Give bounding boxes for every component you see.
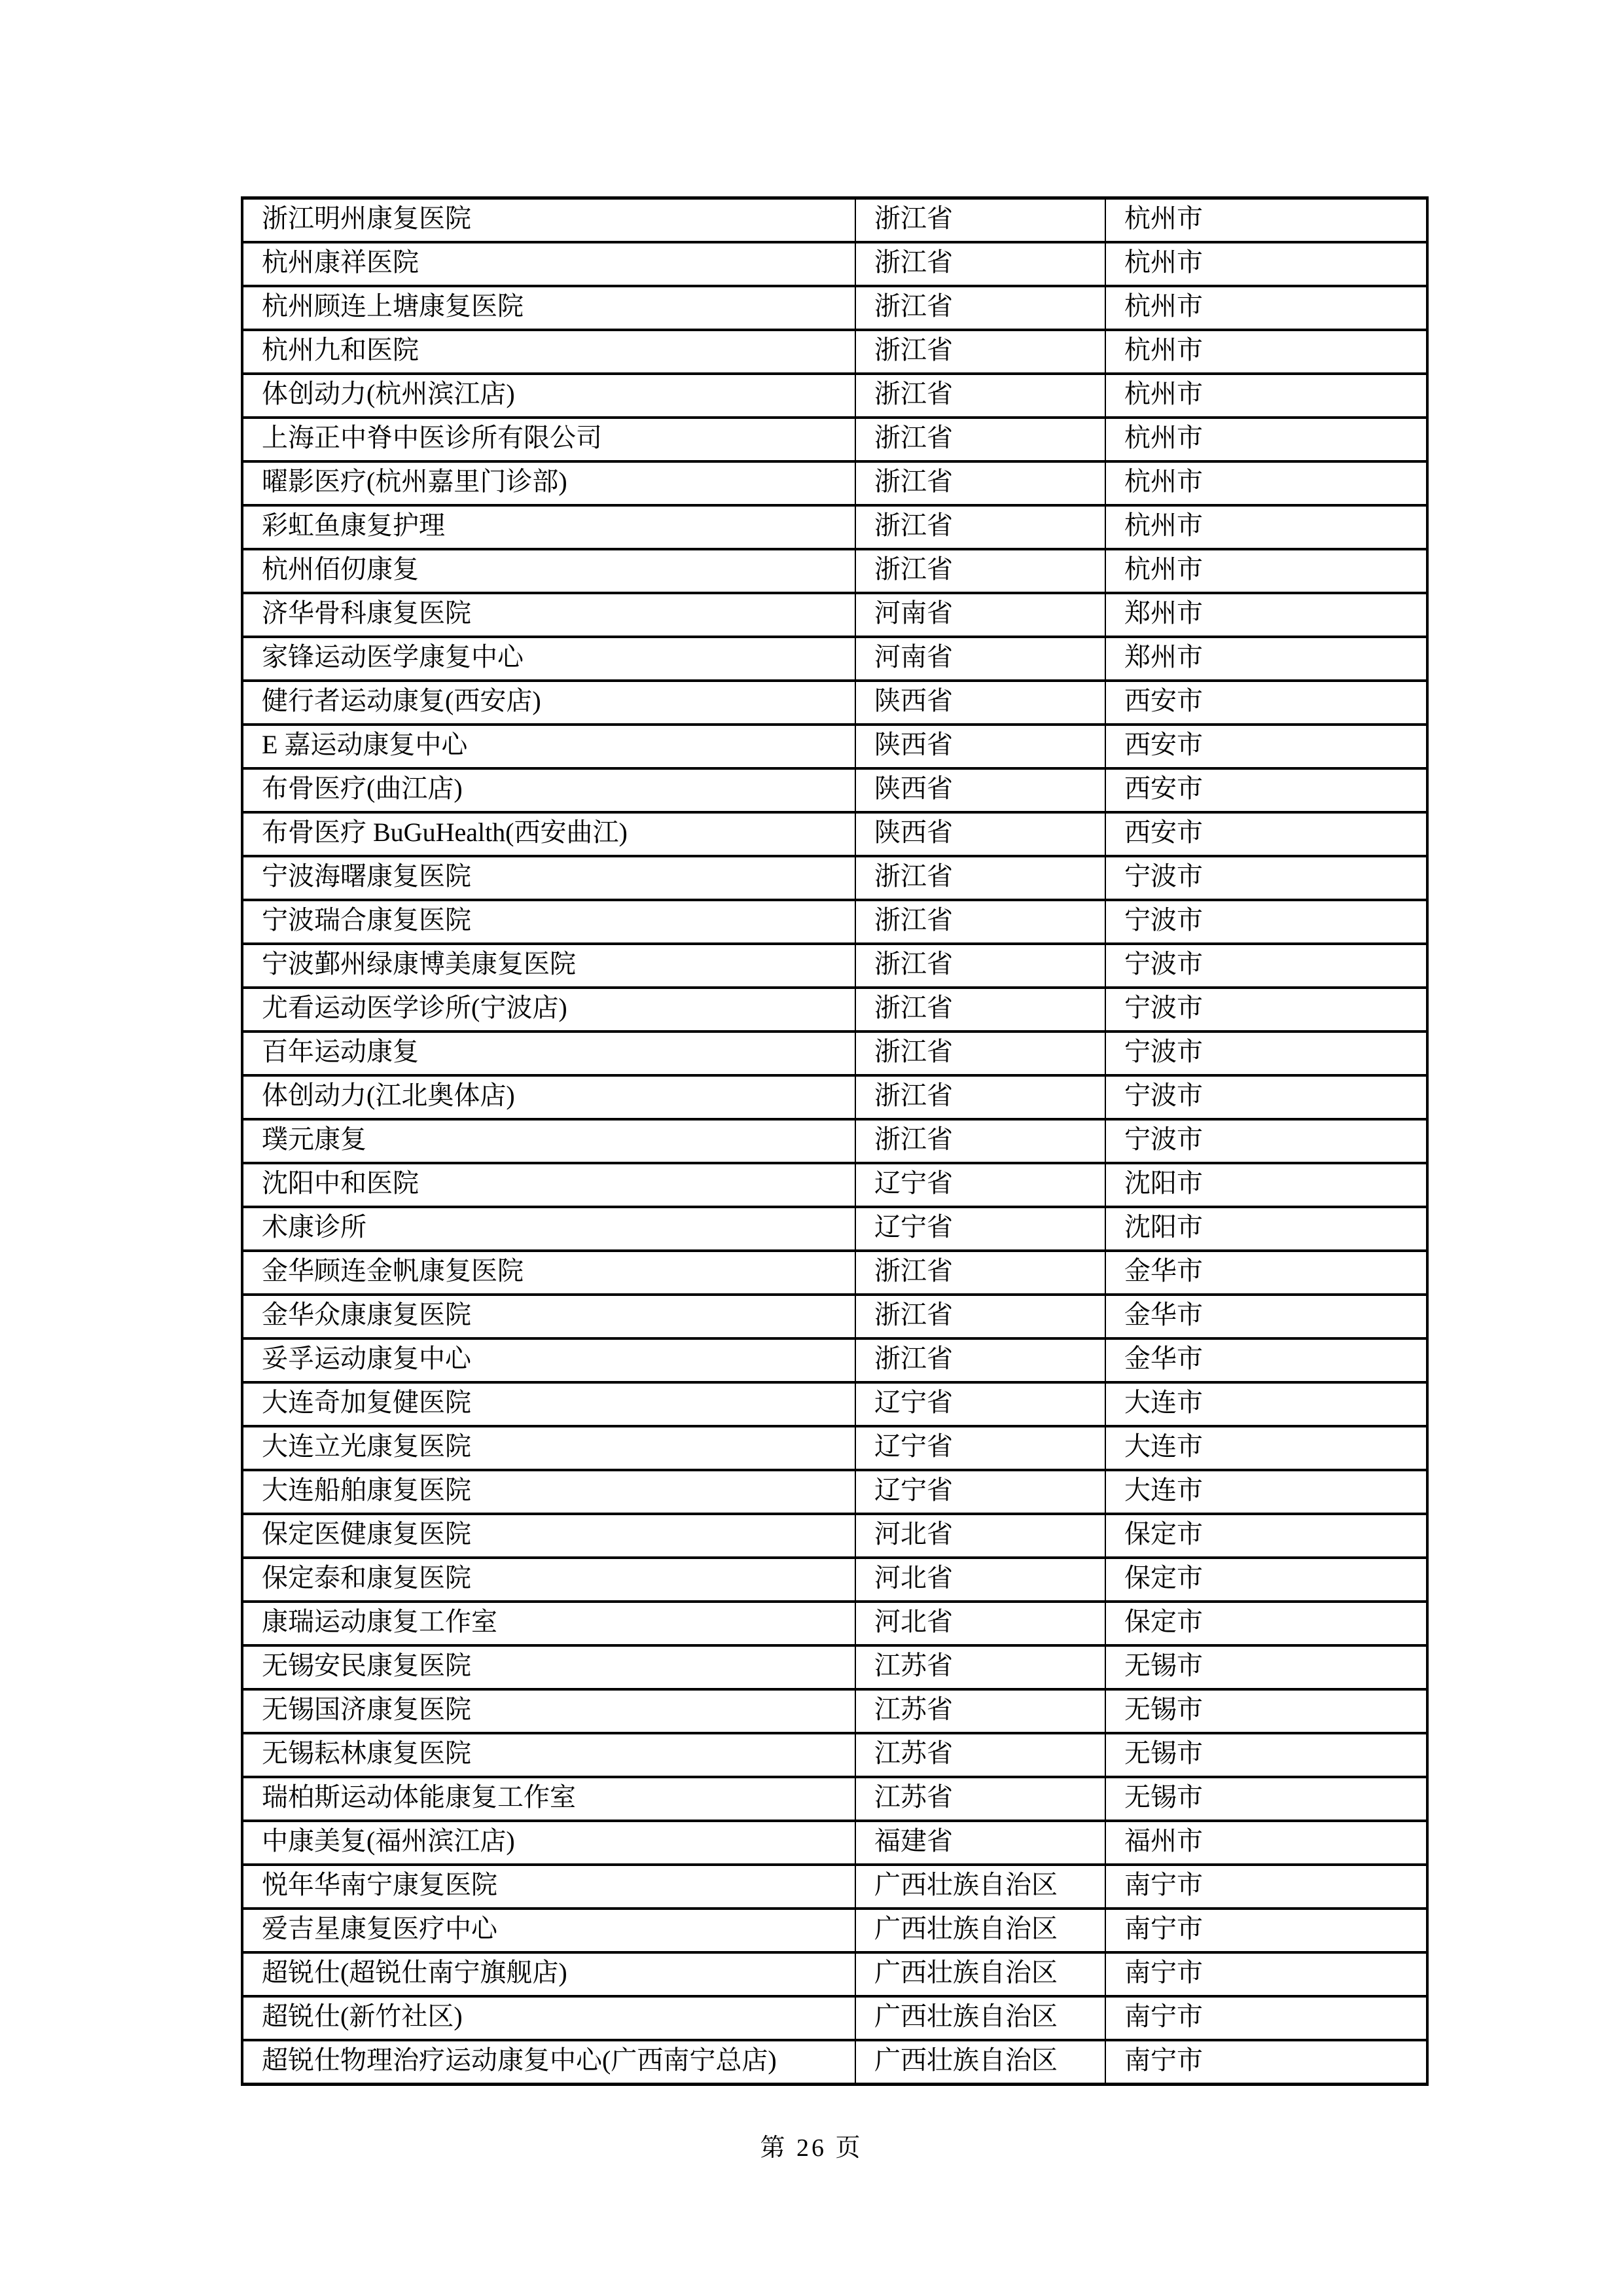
province-cell: 浙江省 (855, 330, 1105, 374)
province-cell: 江苏省 (855, 1733, 1105, 1777)
city-cell: 宁波市 (1105, 944, 1427, 988)
table-row (243, 1909, 1427, 1952)
city-cell: 杭州市 (1105, 242, 1427, 286)
facility-name-cell: 璞元康复 (243, 1119, 855, 1163)
province-cell: 浙江省 (855, 944, 1105, 988)
city-cell: 宁波市 (1105, 1031, 1427, 1075)
facility-name-cell: 彩虹鱼康复护理 (243, 505, 855, 549)
table-row (243, 374, 1427, 418)
table-row (243, 856, 1427, 900)
province-cell: 浙江省 (855, 374, 1105, 418)
table-row (243, 286, 1427, 330)
table-row (243, 1996, 1427, 2040)
table-row (243, 1338, 1427, 1382)
province-cell: 江苏省 (855, 1689, 1105, 1733)
facility-name-cell: 尤看运动医学诊所(宁波店) (243, 988, 855, 1031)
province-cell: 江苏省 (855, 1777, 1105, 1821)
city-cell: 金华市 (1105, 1295, 1427, 1338)
facility-name-cell: 中康美复(福州滨江店) (243, 1821, 855, 1865)
facility-name-cell: 布骨医疗 BuGuHealth(西安曲江) (243, 812, 855, 856)
facility-name-cell: 布骨医疗(曲江店) (243, 768, 855, 812)
city-cell: 郑州市 (1105, 593, 1427, 637)
province-cell: 辽宁省 (855, 1207, 1105, 1251)
province-cell: 浙江省 (855, 198, 1105, 242)
province-cell: 辽宁省 (855, 1426, 1105, 1470)
city-cell: 郑州市 (1105, 637, 1427, 681)
city-cell: 大连市 (1105, 1382, 1427, 1426)
province-cell: 河北省 (855, 1602, 1105, 1645)
table-row (243, 418, 1427, 461)
facility-name-cell: 上海正中脊中医诊所有限公司 (243, 418, 855, 461)
facility-name-cell: 金华众康康复医院 (243, 1295, 855, 1338)
table-row (243, 1952, 1427, 1996)
facility-name-cell: 无锡耘林康复医院 (243, 1733, 855, 1777)
province-cell: 浙江省 (855, 1251, 1105, 1295)
table-row (243, 198, 1427, 242)
facility-name-cell: 超锐仕(超锐仕南宁旗舰店) (243, 1952, 855, 1996)
table-row (243, 330, 1427, 374)
table-row (243, 505, 1427, 549)
table-row (243, 1251, 1427, 1295)
province-cell: 福建省 (855, 1821, 1105, 1865)
facility-name-cell: 术康诊所 (243, 1207, 855, 1251)
table-row (243, 1602, 1427, 1645)
city-cell: 金华市 (1105, 1251, 1427, 1295)
facility-name-cell: 健行者运动康复(西安店) (243, 681, 855, 725)
city-cell: 南宁市 (1105, 1996, 1427, 2040)
city-cell: 无锡市 (1105, 1777, 1427, 1821)
province-cell: 河南省 (855, 637, 1105, 681)
province-cell: 江苏省 (855, 1645, 1105, 1689)
table-row (243, 1382, 1427, 1426)
table-row (243, 1426, 1427, 1470)
facility-name-cell: 沈阳中和医院 (243, 1163, 855, 1207)
table-row (243, 1821, 1427, 1865)
province-cell: 河南省 (855, 593, 1105, 637)
city-cell: 南宁市 (1105, 1909, 1427, 1952)
table-row (243, 549, 1427, 593)
city-cell: 西安市 (1105, 725, 1427, 768)
province-cell: 陕西省 (855, 812, 1105, 856)
facility-name-cell: 浙江明州康复医院 (243, 198, 855, 242)
province-cell: 浙江省 (855, 1075, 1105, 1119)
facility-name-cell: 超锐仕物理治疗运动康复中心(广西南宁总店) (243, 2040, 855, 2084)
province-cell: 浙江省 (855, 1119, 1105, 1163)
province-cell: 陕西省 (855, 768, 1105, 812)
city-cell: 福州市 (1105, 1821, 1427, 1865)
facility-name-cell: 杭州康祥医院 (243, 242, 855, 286)
facility-table-body (243, 198, 1427, 2084)
city-cell: 西安市 (1105, 768, 1427, 812)
city-cell: 南宁市 (1105, 1865, 1427, 1909)
facility-name-cell: E 嘉运动康复中心 (243, 725, 855, 768)
city-cell: 大连市 (1105, 1426, 1427, 1470)
table-row (243, 2040, 1427, 2084)
city-cell: 杭州市 (1105, 286, 1427, 330)
province-cell: 浙江省 (855, 988, 1105, 1031)
facility-name-cell: 体创动力(杭州滨江店) (243, 374, 855, 418)
city-cell: 金华市 (1105, 1338, 1427, 1382)
facility-name-cell: 杭州顾连上塘康复医院 (243, 286, 855, 330)
city-cell: 宁波市 (1105, 988, 1427, 1031)
province-cell: 辽宁省 (855, 1163, 1105, 1207)
facility-name-cell: 宁波瑞合康复医院 (243, 900, 855, 944)
table-row (243, 900, 1427, 944)
facility-name-cell: 杭州九和医院 (243, 330, 855, 374)
province-cell: 广西壮族自治区 (855, 1865, 1105, 1909)
province-cell: 浙江省 (855, 418, 1105, 461)
table-row (243, 1295, 1427, 1338)
city-cell: 杭州市 (1105, 198, 1427, 242)
province-cell: 浙江省 (855, 286, 1105, 330)
page-number-footer: 第 26 页 (760, 2134, 863, 2162)
facility-name-cell: 无锡安民康复医院 (243, 1645, 855, 1689)
province-cell: 广西壮族自治区 (855, 2040, 1105, 2084)
facility-name-cell: 保定泰和康复医院 (243, 1558, 855, 1602)
city-cell: 宁波市 (1105, 900, 1427, 944)
city-cell: 杭州市 (1105, 505, 1427, 549)
city-cell: 无锡市 (1105, 1645, 1427, 1689)
facility-name-cell: 康瑞运动康复工作室 (243, 1602, 855, 1645)
table-row (243, 637, 1427, 681)
city-cell: 西安市 (1105, 812, 1427, 856)
table-row (243, 944, 1427, 988)
province-cell: 陕西省 (855, 725, 1105, 768)
facility-name-cell: 悦年华南宁康复医院 (243, 1865, 855, 1909)
table-row (243, 725, 1427, 768)
facility-name-cell: 瑞柏斯运动体能康复工作室 (243, 1777, 855, 1821)
facility-name-cell: 金华顾连金帆康复医院 (243, 1251, 855, 1295)
province-cell: 河北省 (855, 1514, 1105, 1558)
city-cell: 南宁市 (1105, 1952, 1427, 1996)
city-cell: 杭州市 (1105, 418, 1427, 461)
facility-name-cell: 杭州佰仞康复 (243, 549, 855, 593)
facility-name-cell: 大连立光康复医院 (243, 1426, 855, 1470)
city-cell: 沈阳市 (1105, 1163, 1427, 1207)
province-cell: 浙江省 (855, 461, 1105, 505)
city-cell: 杭州市 (1105, 330, 1427, 374)
facility-name-cell: 超锐仕(新竹社区) (243, 1996, 855, 2040)
province-cell: 河北省 (855, 1558, 1105, 1602)
province-cell: 广西壮族自治区 (855, 1952, 1105, 1996)
table-row (243, 461, 1427, 505)
city-cell: 杭州市 (1105, 549, 1427, 593)
city-cell: 保定市 (1105, 1602, 1427, 1645)
facility-name-cell: 宁波海曙康复医院 (243, 856, 855, 900)
city-cell: 大连市 (1105, 1470, 1427, 1514)
facility-name-cell: 爱吉星康复医疗中心 (243, 1909, 855, 1952)
city-cell: 杭州市 (1105, 374, 1427, 418)
table-row (243, 1075, 1427, 1119)
province-cell: 辽宁省 (855, 1470, 1105, 1514)
facility-name-cell: 大连奇加复健医院 (243, 1382, 855, 1426)
facility-name-cell: 大连船舶康复医院 (243, 1470, 855, 1514)
facility-name-cell: 济华骨科康复医院 (243, 593, 855, 637)
table-row (243, 1689, 1427, 1733)
city-cell: 西安市 (1105, 681, 1427, 725)
facility-name-cell: 家锋运动医学康复中心 (243, 637, 855, 681)
table-row (243, 988, 1427, 1031)
province-cell: 辽宁省 (855, 1382, 1105, 1426)
facility-name-cell: 无锡国济康复医院 (243, 1689, 855, 1733)
city-cell: 宁波市 (1105, 856, 1427, 900)
province-cell: 广西壮族自治区 (855, 1996, 1105, 2040)
city-cell: 宁波市 (1105, 1075, 1427, 1119)
city-cell: 无锡市 (1105, 1733, 1427, 1777)
facility-name-cell: 保定医健康复医院 (243, 1514, 855, 1558)
province-cell: 浙江省 (855, 242, 1105, 286)
city-cell: 保定市 (1105, 1558, 1427, 1602)
province-cell: 浙江省 (855, 856, 1105, 900)
province-cell: 浙江省 (855, 505, 1105, 549)
city-cell: 沈阳市 (1105, 1207, 1427, 1251)
facility-name-cell: 宁波鄞州绿康博美康复医院 (243, 944, 855, 988)
table-row (243, 1207, 1427, 1251)
table-row (243, 1031, 1427, 1075)
city-cell: 保定市 (1105, 1514, 1427, 1558)
province-cell: 浙江省 (855, 900, 1105, 944)
table-row (243, 593, 1427, 637)
city-cell: 宁波市 (1105, 1119, 1427, 1163)
table-row (243, 1865, 1427, 1909)
table-row (243, 1645, 1427, 1689)
province-cell: 陕西省 (855, 681, 1105, 725)
table-row (243, 1470, 1427, 1514)
city-cell: 无锡市 (1105, 1689, 1427, 1733)
province-cell: 浙江省 (855, 1295, 1105, 1338)
table-row (243, 768, 1427, 812)
table-row (243, 1777, 1427, 1821)
table-row (243, 1514, 1427, 1558)
facility-name-cell: 体创动力(江北奥体店) (243, 1075, 855, 1119)
table-row (243, 812, 1427, 856)
facility-name-cell: 曜影医疗(杭州嘉里门诊部) (243, 461, 855, 505)
table-row (243, 1163, 1427, 1207)
table-row (243, 681, 1427, 725)
facility-name-cell: 妥孚运动康复中心 (243, 1338, 855, 1382)
city-cell: 杭州市 (1105, 461, 1427, 505)
city-cell: 南宁市 (1105, 2040, 1427, 2084)
facility-table (241, 196, 1429, 2086)
province-cell: 浙江省 (855, 1338, 1105, 1382)
facility-name-cell: 百年运动康复 (243, 1031, 855, 1075)
table-row (243, 1119, 1427, 1163)
province-cell: 浙江省 (855, 1031, 1105, 1075)
table-row (243, 1733, 1427, 1777)
province-cell: 浙江省 (855, 549, 1105, 593)
table-row (243, 242, 1427, 286)
table-row (243, 1558, 1427, 1602)
province-cell: 广西壮族自治区 (855, 1909, 1105, 1952)
